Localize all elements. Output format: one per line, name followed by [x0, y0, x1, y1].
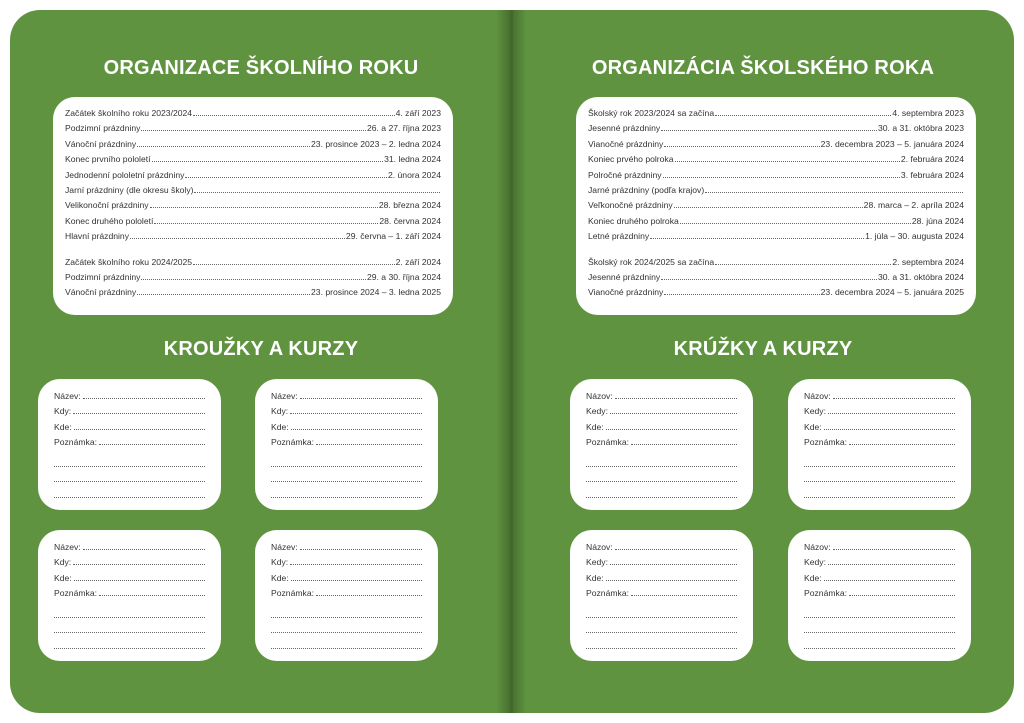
club-name-field[interactable]: [54, 390, 205, 405]
schedule-date: 30. a 31. októbra 2023: [877, 123, 964, 134]
field-label: Poznámka:: [271, 588, 314, 599]
schedule-row: [65, 199, 441, 214]
write-line[interactable]: [316, 436, 422, 445]
schedule-row: [65, 153, 441, 168]
club-name-field[interactable]: [271, 390, 422, 405]
schedule-label: Školský rok 2023/2024 sa začína: [588, 108, 715, 118]
schedule-row: [65, 184, 441, 199]
blank-write-line[interactable]: [271, 482, 422, 497]
write-line[interactable]: [73, 405, 205, 414]
field-label: Poznámka:: [804, 437, 847, 448]
field-label: Kde:: [54, 421, 72, 432]
field-label: Názov:: [804, 391, 831, 401]
schedule-row: [65, 107, 441, 122]
club-note-field[interactable]: [586, 436, 737, 451]
schedule-label: Jarné prázdniny (podľa krajov): [588, 184, 705, 195]
club-note-field[interactable]: [804, 436, 955, 451]
blank-write-line[interactable]: [271, 467, 422, 482]
schedule-row: [588, 271, 964, 286]
write-line[interactable]: [300, 541, 422, 550]
schedule-label: Veľkonočné prázdniny: [588, 200, 673, 211]
schedule-row: [65, 138, 441, 153]
club-card: [570, 379, 753, 510]
club-where-field[interactable]: [54, 572, 205, 587]
schedule-date: 23. prosince 2024 – 3. ledna 2025: [311, 287, 441, 298]
schedule-date: 29. a 30. října 2024: [366, 271, 441, 282]
field-label: Kde:: [54, 572, 72, 583]
field-label: Kedy:: [804, 557, 826, 568]
blank-write-line[interactable]: [804, 467, 955, 482]
write-line[interactable]: [849, 587, 955, 596]
dotted-leader: [141, 122, 365, 131]
club-card: [38, 379, 221, 510]
club-card: [788, 379, 971, 510]
club-card: [570, 530, 753, 661]
dotted-leader: [150, 199, 378, 208]
field-label: Název:: [54, 391, 81, 401]
blank-write-line[interactable]: [54, 603, 205, 618]
schedule-label: Začátek školního roku 2023/2024: [65, 108, 193, 118]
write-line[interactable]: [824, 572, 955, 581]
field-label: Kdy:: [271, 406, 289, 417]
schedule-row: [65, 122, 441, 137]
blank-write-line[interactable]: [586, 452, 737, 467]
schedule-label: Jesenné prázdniny: [588, 271, 661, 282]
club-where-field[interactable]: [804, 421, 955, 436]
schedule-label: Školský rok 2024/2025 sa začína: [588, 256, 715, 267]
schedule-label: Jarní prázdniny (dle okresu školy): [65, 184, 194, 195]
club-name-field[interactable]: [804, 541, 955, 556]
dotted-leader: [680, 215, 911, 224]
dotted-leader: [185, 169, 387, 178]
write-line[interactable]: [631, 436, 737, 445]
write-line[interactable]: [316, 587, 422, 596]
schedule-date: 4. septembra 2023: [892, 108, 964, 118]
club-when-field[interactable]: [271, 556, 422, 571]
schedule-label: Jesenné prázdniny: [588, 123, 661, 134]
club-note-field[interactable]: [271, 587, 422, 602]
write-line[interactable]: [99, 587, 205, 596]
dotted-leader: [137, 138, 310, 147]
blank-write-line[interactable]: [54, 452, 205, 467]
blank-write-line[interactable]: [586, 603, 737, 618]
schedule-date: 2. februára 2024: [900, 154, 964, 165]
schedule-row: [588, 107, 964, 122]
schedule-date: 2. září 2024: [395, 256, 441, 267]
field-label: Kdy:: [271, 557, 289, 568]
field-label: Kedy:: [804, 406, 826, 417]
club-when-field[interactable]: [54, 556, 205, 571]
schedule-date: 23. decembra 2023 – 5. januára 2024: [820, 138, 964, 149]
field-label: Názov:: [586, 391, 613, 401]
write-line[interactable]: [290, 405, 422, 414]
dotted-leader: [193, 256, 395, 265]
dotted-leader: [650, 230, 864, 239]
club-where-field[interactable]: [586, 421, 737, 436]
club-card: [38, 530, 221, 661]
blank-write-line[interactable]: [804, 603, 955, 618]
schedule-label: Hlavní prázdniny: [65, 231, 130, 242]
blank-write-line[interactable]: [54, 482, 205, 497]
field-label: Kde:: [586, 421, 604, 432]
club-name-field[interactable]: [804, 390, 955, 405]
schedule-label: Podzimní prázdniny: [65, 123, 141, 134]
club-card: [255, 530, 438, 661]
write-line[interactable]: [74, 572, 205, 581]
dotted-leader: [674, 199, 863, 208]
blank-write-line[interactable]: [586, 633, 737, 648]
field-label: Kdy:: [54, 406, 72, 417]
club-when-field[interactable]: [586, 405, 737, 420]
schedule-label: Začátek školního roku 2024/2025: [65, 256, 193, 267]
schedule-row: [65, 271, 441, 286]
write-line[interactable]: [849, 436, 955, 445]
schedule-label: Koniec druhého polroka: [588, 215, 679, 226]
schedule-row: [588, 153, 964, 168]
schedule-date: 2. septembra 2024: [892, 256, 964, 267]
blank-write-line[interactable]: [586, 618, 737, 633]
write-line[interactable]: [828, 556, 955, 565]
schedule-row: [588, 169, 964, 184]
spacer: [65, 246, 441, 256]
page-title: ORGANIZÁCIA ŠKOLSKÉHO ROKA: [591, 57, 935, 79]
field-label: Kde:: [271, 572, 289, 583]
club-card: [255, 379, 438, 510]
blank-write-line[interactable]: [54, 467, 205, 482]
blank-write-line[interactable]: [271, 618, 422, 633]
dotted-leader: [663, 169, 900, 178]
schedule-row: [588, 138, 964, 153]
club-when-field[interactable]: [586, 556, 737, 571]
clubs-title: KRÚŽKY A KURZY: [673, 338, 853, 360]
schedule-row: [588, 122, 964, 137]
schedule-row: [588, 256, 964, 271]
dotted-leader: [194, 184, 440, 193]
schedule-row: [588, 230, 964, 245]
club-when-field[interactable]: [804, 556, 955, 571]
club-when-field[interactable]: [54, 405, 205, 420]
write-line[interactable]: [291, 421, 422, 430]
dotted-leader: [137, 286, 310, 295]
schedule-row: [65, 256, 441, 271]
schedule-label: Konec prvního pololetí: [65, 154, 151, 165]
schedule-label: Podzimní prázdniny: [65, 271, 141, 282]
schedule-row: [65, 286, 441, 301]
schedule-row: [588, 286, 964, 301]
schedule-label: Jednodenní pololetní prázdniny: [65, 169, 185, 180]
schedule-date: 28. júna 2024: [911, 215, 964, 226]
blank-write-line[interactable]: [586, 467, 737, 482]
schedule-date: 26. a 27. října 2023: [366, 123, 441, 134]
schedule-date: 23. decembra 2024 – 5. januára 2025: [820, 287, 964, 298]
club-where-field[interactable]: [804, 572, 955, 587]
schedule-row: [65, 215, 441, 230]
schedule-row: [588, 184, 964, 199]
dotted-leader: [664, 138, 819, 147]
write-line[interactable]: [824, 421, 955, 430]
field-label: Názov:: [586, 542, 613, 552]
blank-write-line[interactable]: [804, 482, 955, 497]
field-label: Název:: [271, 542, 298, 552]
schedule-date: 1. júla – 30. augusta 2024: [865, 231, 964, 242]
dotted-leader: [141, 271, 365, 280]
dotted-leader: [154, 215, 378, 224]
schedule-date: 2. února 2024: [387, 169, 441, 180]
write-line[interactable]: [99, 436, 205, 445]
schedule-date: 28. marca – 2. apríla 2024: [863, 200, 964, 211]
field-label: Poznámka:: [54, 437, 97, 448]
club-note-field[interactable]: [586, 587, 737, 602]
schedule-row: [65, 230, 441, 245]
club-where-field[interactable]: [54, 421, 205, 436]
club-when-field[interactable]: [804, 405, 955, 420]
write-line[interactable]: [291, 572, 422, 581]
clubs-title: KROUŽKY A KURZY: [163, 338, 359, 360]
field-label: Kedy:: [586, 557, 608, 568]
schedule-date: 28. března 2024: [378, 200, 441, 211]
write-line[interactable]: [615, 541, 737, 550]
field-label: Názov:: [804, 542, 831, 552]
schedule-label: Polročné prázdniny: [588, 169, 662, 180]
schedule-date: 4. září 2023: [395, 108, 441, 118]
schedule-label: Letné prázdniny: [588, 231, 650, 242]
schedule-date: 3. februára 2024: [900, 169, 964, 180]
blank-write-line[interactable]: [804, 618, 955, 633]
schedule-row: [65, 169, 441, 184]
blank-write-line[interactable]: [54, 618, 205, 633]
club-name-field[interactable]: [586, 390, 737, 405]
club-card: [788, 530, 971, 661]
field-label: Poznámka:: [271, 437, 314, 448]
schedule-label: Vianočné prázdniny: [588, 138, 664, 149]
club-note-field[interactable]: [271, 436, 422, 451]
club-where-field[interactable]: [271, 421, 422, 436]
club-note-field[interactable]: [54, 436, 205, 451]
notebook-spread: [10, 10, 1014, 713]
blank-write-line[interactable]: [804, 452, 955, 467]
field-label: Název:: [271, 391, 298, 401]
book-gutter: [510, 10, 513, 713]
write-line[interactable]: [615, 390, 737, 399]
club-where-field[interactable]: [271, 572, 422, 587]
blank-write-line[interactable]: [54, 633, 205, 648]
blank-write-line[interactable]: [804, 633, 955, 648]
write-line[interactable]: [610, 556, 737, 565]
dotted-leader: [661, 122, 877, 131]
schedule-label: Vianočné prázdniny: [588, 287, 664, 298]
dotted-leader: [715, 256, 891, 265]
blank-write-line[interactable]: [586, 482, 737, 497]
write-line[interactable]: [290, 556, 422, 565]
write-line[interactable]: [833, 390, 955, 399]
club-note-field[interactable]: [804, 587, 955, 602]
field-label: Poznámka:: [804, 588, 847, 599]
blank-write-line[interactable]: [271, 452, 422, 467]
field-label: Kde:: [271, 421, 289, 432]
write-line[interactable]: [300, 390, 422, 399]
schedule-date: 23. prosince 2023 – 2. ledna 2024: [311, 138, 441, 149]
field-label: Kde:: [804, 572, 822, 583]
dotted-leader: [130, 230, 345, 239]
dotted-leader: [664, 286, 819, 295]
dotted-leader: [705, 184, 963, 193]
schedule-date: 28. června 2024: [379, 215, 441, 226]
dotted-leader: [661, 271, 877, 280]
field-label: Poznámka:: [586, 588, 629, 599]
write-line[interactable]: [74, 421, 205, 430]
write-line[interactable]: [828, 405, 955, 414]
write-line[interactable]: [606, 572, 737, 581]
schedule-label: Velikonoční prázdniny: [65, 200, 149, 211]
field-label: Kedy:: [586, 406, 608, 417]
field-label: Kde:: [804, 421, 822, 432]
write-line[interactable]: [73, 556, 205, 565]
field-label: Kde:: [586, 572, 604, 583]
spacer: [588, 246, 964, 256]
schedule-label: Vánoční prázdniny: [65, 287, 137, 298]
club-name-field[interactable]: [586, 541, 737, 556]
schedule-box: [576, 97, 976, 315]
write-line[interactable]: [606, 421, 737, 430]
club-where-field[interactable]: [586, 572, 737, 587]
club-name-field[interactable]: [271, 541, 422, 556]
schedule-date: 29. června – 1. září 2024: [345, 231, 441, 242]
schedule-date: 30. a 31. októbra 2024: [877, 271, 964, 282]
dotted-leader: [675, 153, 900, 162]
right-page: [512, 10, 1014, 713]
write-line[interactable]: [833, 541, 955, 550]
page-title: ORGANIZACE ŠKOLNÍHO ROKU: [103, 57, 419, 79]
write-line[interactable]: [610, 405, 737, 414]
left-page: [10, 10, 512, 713]
schedule-box: [53, 97, 453, 315]
club-name-field[interactable]: [54, 541, 205, 556]
schedule-label: Vánoční prázdniny: [65, 138, 137, 149]
schedule-row: [588, 199, 964, 214]
schedule-label: Koniec prvého polroka: [588, 154, 674, 165]
field-label: Poznámka:: [586, 437, 629, 448]
field-label: Poznámka:: [54, 588, 97, 599]
field-label: Název:: [54, 542, 81, 552]
schedule-date: 31. ledna 2024: [384, 154, 441, 165]
write-line[interactable]: [631, 587, 737, 596]
dotted-leader: [152, 153, 384, 162]
field-label: Kdy:: [54, 557, 72, 568]
write-line[interactable]: [83, 390, 205, 399]
club-note-field[interactable]: [54, 587, 205, 602]
blank-write-line[interactable]: [271, 633, 422, 648]
blank-write-line[interactable]: [271, 603, 422, 618]
schedule-row: [588, 215, 964, 230]
dotted-leader: [193, 107, 395, 116]
write-line[interactable]: [83, 541, 205, 550]
dotted-leader: [715, 107, 891, 116]
club-when-field[interactable]: [271, 405, 422, 420]
schedule-label: Konec druhého pololetí: [65, 215, 154, 226]
